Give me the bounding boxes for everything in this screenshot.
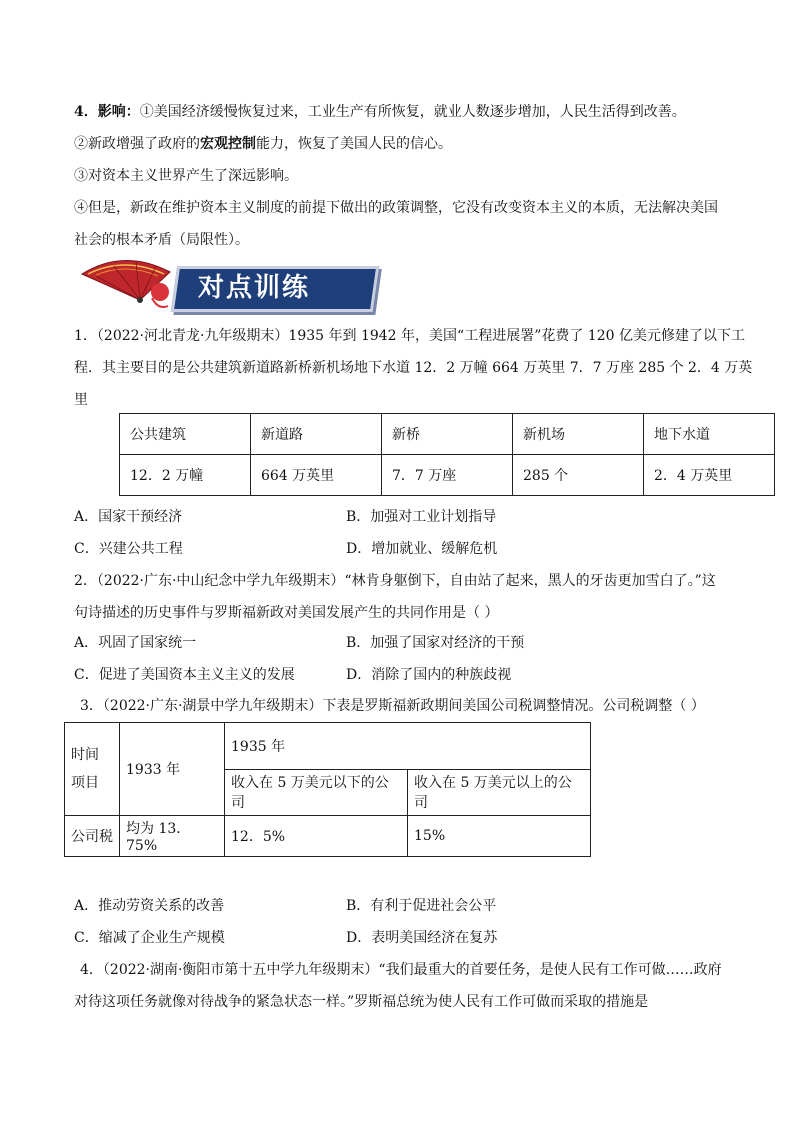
table-cell: 12．5% — [225, 816, 408, 857]
impact-label: 4．影响： — [74, 104, 140, 120]
table-cell: 15% — [408, 816, 591, 857]
q1-line-1: 1．（2022·河北青龙·九年级期末）1935 年到 1942 年，美国“工程进展署”花费了 120 亿美元修建了以下工 — [74, 328, 745, 344]
q3-option-d[interactable]: D．表明美国经济在复苏 — [346, 930, 498, 946]
q2-option-d[interactable]: D．消除了国内的种族歧视 — [346, 667, 512, 683]
table-cell: 2．4 万英里 — [644, 455, 775, 496]
table-cell: 7．7 万座 — [382, 455, 513, 496]
q1-option-c[interactable]: C．兴建公共工程 — [74, 541, 183, 557]
q3-option-c[interactable]: C．缩减了企业生产规模 — [74, 930, 225, 946]
table-header-1935: 1935 年 — [225, 723, 591, 770]
table-header-1933: 1933 年 — [120, 723, 225, 816]
table-row — [120, 455, 775, 496]
impact-line-1: 4．影响：①美国经济缓慢恢复过来，工业生产有所恢复，就业人数逐步增加，人民生活得到改善。 — [74, 104, 686, 120]
q3-option-a[interactable]: A．推动劳资关系的改善 — [74, 898, 225, 914]
table-row — [120, 414, 775, 455]
table-cell: 公司税 — [65, 816, 120, 857]
impact-line-2: ②新政增强了政府的宏观控制能力，恢复了美国人民的信心。 — [74, 136, 452, 152]
table-cell: 新道路 — [251, 414, 382, 455]
impact-line-4: ④但是，新政在维护资本主义制度的前提下做出的政策调整，它没有改变资本主义的本质，无法解决美国 — [74, 200, 718, 216]
table-cell: 公共建筑 — [120, 414, 251, 455]
q1-line-3: 里 — [74, 392, 88, 408]
table-cell: 地下水道 — [644, 414, 775, 455]
table-cell: 新机场 — [513, 414, 644, 455]
q3-line-1: 3．（2022·广东·湖景中学九年级期末）下表是罗斯福新政期间美国公司税调整情况。公司税调整（ ） — [80, 698, 705, 714]
table-cell: 均为 13．75% — [120, 816, 225, 857]
q3-option-b[interactable]: B．有利于促进社会公平 — [346, 898, 497, 914]
fan-icon — [74, 254, 184, 314]
q1-table — [119, 413, 775, 496]
q2-line-1: 2．（2022·广东·中山纪念中学九年级期末）“林肯身躯倒下，自由站了起来，黑人的牙齿更加雪白了。”这 — [74, 573, 716, 589]
table-cell: 12．2 万幢 — [120, 455, 251, 496]
q4-line-1: 4．（2022·湖南·衡阳市第十五中学九年级期末）“我们最重大的首要任务，是使人民有工作可做……政府 — [80, 962, 722, 978]
impact-line-3: ③对资本主义世界产生了深远影响。 — [74, 168, 298, 184]
table-header-low: 收入在 5 万美元以下的公司 — [225, 769, 408, 816]
table-cell: 新桥 — [382, 414, 513, 455]
q2-option-c[interactable]: C．促进了美国资本主义主义的发展 — [74, 667, 295, 683]
table-cell: 664 万英里 — [251, 455, 382, 496]
section-banner — [74, 254, 384, 314]
q2-option-b[interactable]: B．加强了国家对经济的干预 — [346, 635, 525, 651]
table-header-corner: 时间 项目 — [65, 723, 120, 816]
bold-term: 宏观控制 — [200, 136, 256, 152]
q1-option-b[interactable]: B．加强对工业计划指导 — [346, 509, 497, 525]
table-header-high: 收入在 5 万美元以上的公司 — [408, 769, 591, 816]
q4-line-2: 对待这项任务就像对待战争的紧急状态一样。”罗斯福总统为使人民有工作可做而采取的措施是 — [74, 994, 649, 1010]
q2-line-2: 句诗描述的历史事件与罗斯福新政对美国发展产生的共同作用是（ ） — [74, 605, 499, 621]
table-cell: 285 个 — [513, 455, 644, 496]
banner-title: 对点训练 — [198, 273, 311, 303]
q1-option-a[interactable]: A．国家干预经济 — [74, 509, 183, 525]
q1-option-d[interactable]: D．增加就业、缓解危机 — [346, 541, 498, 557]
q2-option-a[interactable]: A．巩固了国家统一 — [74, 635, 197, 651]
impact-line-5: 社会的根本矛盾（局限性）。 — [74, 232, 249, 248]
table-row — [65, 816, 591, 857]
q3-table — [64, 722, 591, 857]
q1-line-2: 程．其主要目的是公共建筑新道路新桥新机场地下水道 12．2 万幢 664 万英里 7．7 万座 285 个 2．4 万英 — [74, 360, 753, 376]
table-row — [65, 723, 591, 770]
